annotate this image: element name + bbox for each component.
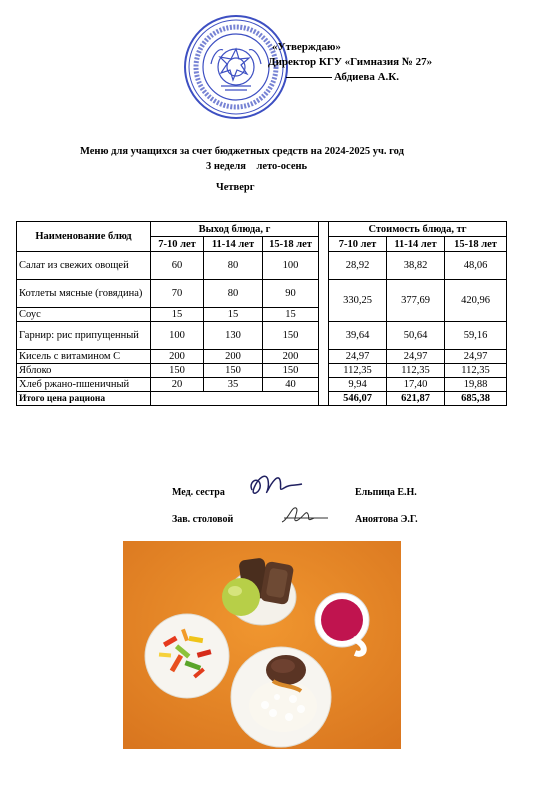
approval-position: Директор КГУ «Гимназия № 27» (268, 56, 433, 68)
cost-value: 19,88 (445, 378, 507, 392)
output-value: 130 (204, 322, 263, 350)
age-header: 15-18 лет (445, 237, 507, 252)
output-value: 15 (204, 308, 263, 322)
age-header: 11-14 лет (204, 237, 263, 252)
approval-heading: «Утверждаю» (272, 41, 341, 53)
approval-director-name: Абдиева А.К. (334, 71, 400, 83)
cost-value: 17,40 (387, 378, 445, 392)
menu-table (16, 221, 507, 406)
menu-title: Меню для учащихся за счет бюджетных средств на 2024-2025 уч. год (80, 146, 404, 157)
output-value: 100 (151, 322, 204, 350)
cost-value: 420,96 (445, 280, 507, 322)
cost-value: 24,97 (445, 350, 507, 364)
cost-value: 377,69 (387, 280, 445, 322)
output-value: 70 (151, 280, 204, 308)
signature-line (286, 77, 332, 78)
cost-value: 112,35 (445, 364, 507, 378)
header-cost: Стоимость блюда, тг (329, 222, 507, 237)
dish-name: Кисель с витамином С (17, 350, 151, 364)
canteen-signature (278, 500, 334, 528)
total-row (17, 392, 507, 406)
output-value: 100 (263, 252, 319, 280)
approval-block (268, 40, 432, 85)
output-value: 20 (151, 378, 204, 392)
dish-name: Гарнир: рис припущенный (17, 322, 151, 350)
output-value: 35 (204, 378, 263, 392)
cost-value: 330,25 (329, 280, 387, 322)
age-header: 7-10 лет (329, 237, 387, 252)
output-value: 150 (263, 364, 319, 378)
nurse-signature (244, 468, 306, 504)
cost-value: 24,97 (387, 350, 445, 364)
table-row (17, 280, 507, 308)
menu-day: Четверг (216, 182, 255, 193)
cost-value: 39,64 (329, 322, 387, 350)
meal-photo-drawing (123, 541, 401, 749)
header-output: Выход блюда, г (151, 222, 319, 237)
cost-value: 28,92 (329, 252, 387, 280)
output-value: 200 (151, 350, 204, 364)
cost-value: 24,97 (329, 350, 387, 364)
output-value: 150 (263, 322, 319, 350)
output-value: 40 (263, 378, 319, 392)
canteen-role: Зав. столовой (172, 514, 234, 525)
total-value: 546,07 (329, 392, 387, 406)
output-value: 15 (263, 308, 319, 322)
dish-name: Яблоко (17, 364, 151, 378)
output-value: 60 (151, 252, 204, 280)
cost-value: 112,35 (387, 364, 445, 378)
header-dish-name: Наименование блюд (17, 222, 151, 252)
output-value: 90 (263, 280, 319, 308)
output-value: 80 (204, 280, 263, 308)
output-value: 150 (151, 364, 204, 378)
total-value: 685,38 (445, 392, 507, 406)
dish-name: Салат из свежих овощей (17, 252, 151, 280)
canteen-name: Аноятова Э.Г. (355, 514, 418, 525)
output-value: 150 (204, 364, 263, 378)
output-value: 200 (204, 350, 263, 364)
cost-value: 9,94 (329, 378, 387, 392)
output-value: 200 (263, 350, 319, 364)
total-value: 621,87 (387, 392, 445, 406)
dish-name: Котлеты мясные (говядина) (17, 280, 151, 308)
cost-value: 112,35 (329, 364, 387, 378)
cost-value: 38,82 (387, 252, 445, 280)
output-value: 15 (151, 308, 204, 322)
dish-name: Хлеб ржано-пшеничный (17, 378, 151, 392)
age-header: 15-18 лет (263, 237, 319, 252)
table-row (17, 350, 507, 364)
age-header: 7-10 лет (151, 237, 204, 252)
menu-week: 3 неделя лето-осень (206, 161, 308, 172)
age-header: 11-14 лет (387, 237, 445, 252)
meal-photo (123, 541, 401, 749)
total-label: Итого цена рациона (17, 392, 151, 406)
table-row (17, 322, 507, 350)
output-value: 80 (204, 252, 263, 280)
table-row (17, 378, 507, 392)
table-row (17, 364, 507, 378)
nurse-role: Мед. сестра (172, 487, 225, 498)
cost-value: 50,64 (387, 322, 445, 350)
cost-value: 59,16 (445, 322, 507, 350)
dish-name: Соус (17, 308, 151, 322)
table-row (17, 252, 507, 280)
cost-value: 48,06 (445, 252, 507, 280)
nurse-name: Ельпица Е.Н. (355, 487, 417, 498)
